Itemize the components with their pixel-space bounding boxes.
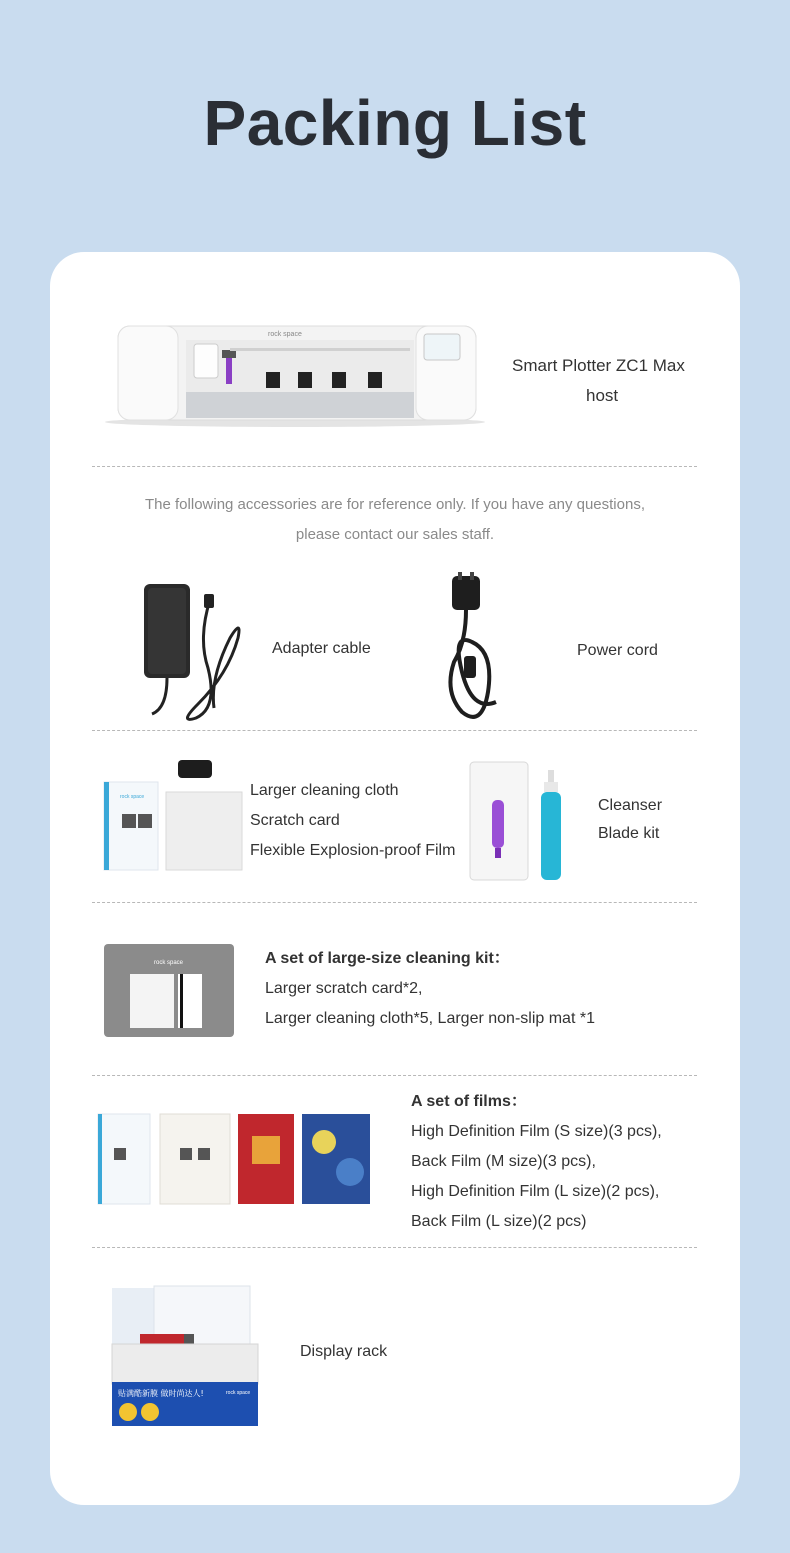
cleaning-kit-text <box>265 944 595 1034</box>
display-rack-label: Display rack <box>300 1343 388 1360</box>
display-rack-banner-text: 贴满酷新膜 做时尚达人! <box>118 1389 204 1398</box>
film-item-4: Back Film (L size)(2 pcs) <box>411 1213 587 1230</box>
page-title: Packing List <box>203 87 587 159</box>
accessory-cleanser: Cleanser <box>598 797 663 814</box>
accessory-cleaning-cloth: Larger cleaning cloth <box>250 782 399 799</box>
accessories-right-list <box>598 792 662 848</box>
reference-note-line2: please contact our sales staff. <box>295 526 495 543</box>
reference-note <box>50 490 740 550</box>
accessory-scratch-card: Scratch card <box>250 812 340 829</box>
display-rack-image <box>110 1284 260 1429</box>
host-label-line1: Smart Plotter ZC1 Max <box>512 356 685 375</box>
film-item-2: Back Film (M size)(3 pcs), <box>411 1153 596 1170</box>
accessory-brand-text: rock space <box>120 794 145 800</box>
cleaning-accessories-image <box>104 758 249 873</box>
films-heading: A set of films： <box>411 1093 527 1110</box>
adapter-cable-image <box>138 578 248 728</box>
films-image <box>96 1112 372 1206</box>
divider-2 <box>92 730 697 731</box>
divider-1 <box>92 466 697 467</box>
plotter-brand-text: rock space <box>268 331 302 338</box>
packing-list-card <box>50 252 740 1505</box>
cleaning-kit-brand-text: rock space <box>154 960 184 966</box>
display-rack-brand-text: rock space <box>226 1390 251 1396</box>
plotter-image <box>100 318 495 428</box>
adapter-cable-label: Adapter cable <box>272 640 371 657</box>
accessory-blade-kit: Blade kit <box>598 825 660 842</box>
power-cord-label: Power cord <box>577 642 658 659</box>
power-cord-image <box>442 572 512 728</box>
divider-3 <box>92 902 697 903</box>
divider-4 <box>92 1075 697 1076</box>
film-item-1: High Definition Film (S size)(3 pcs), <box>411 1123 662 1140</box>
host-label-line2: host <box>586 386 619 405</box>
film-item-3: High Definition Film (L size)(2 pcs), <box>411 1183 660 1200</box>
cleanser-blade-image <box>468 760 578 884</box>
cleaning-kit-heading: A set of large-size cleaning kit： <box>265 950 510 967</box>
cleaning-kit-line2: Larger cleaning cloth*5, Larger non-slip mat *1 <box>265 1010 595 1027</box>
reference-note-line1: The following accessories are for reference only. If you have any questions, <box>145 496 645 513</box>
films-text <box>411 1087 662 1237</box>
cleaning-kit-image <box>104 944 234 1038</box>
accessory-film: Flexible Explosion-proof Film <box>250 842 456 859</box>
accessories-left-list <box>250 776 455 866</box>
cleaning-kit-line1: Larger scratch card*2, <box>265 980 423 997</box>
divider-5 <box>92 1247 697 1248</box>
